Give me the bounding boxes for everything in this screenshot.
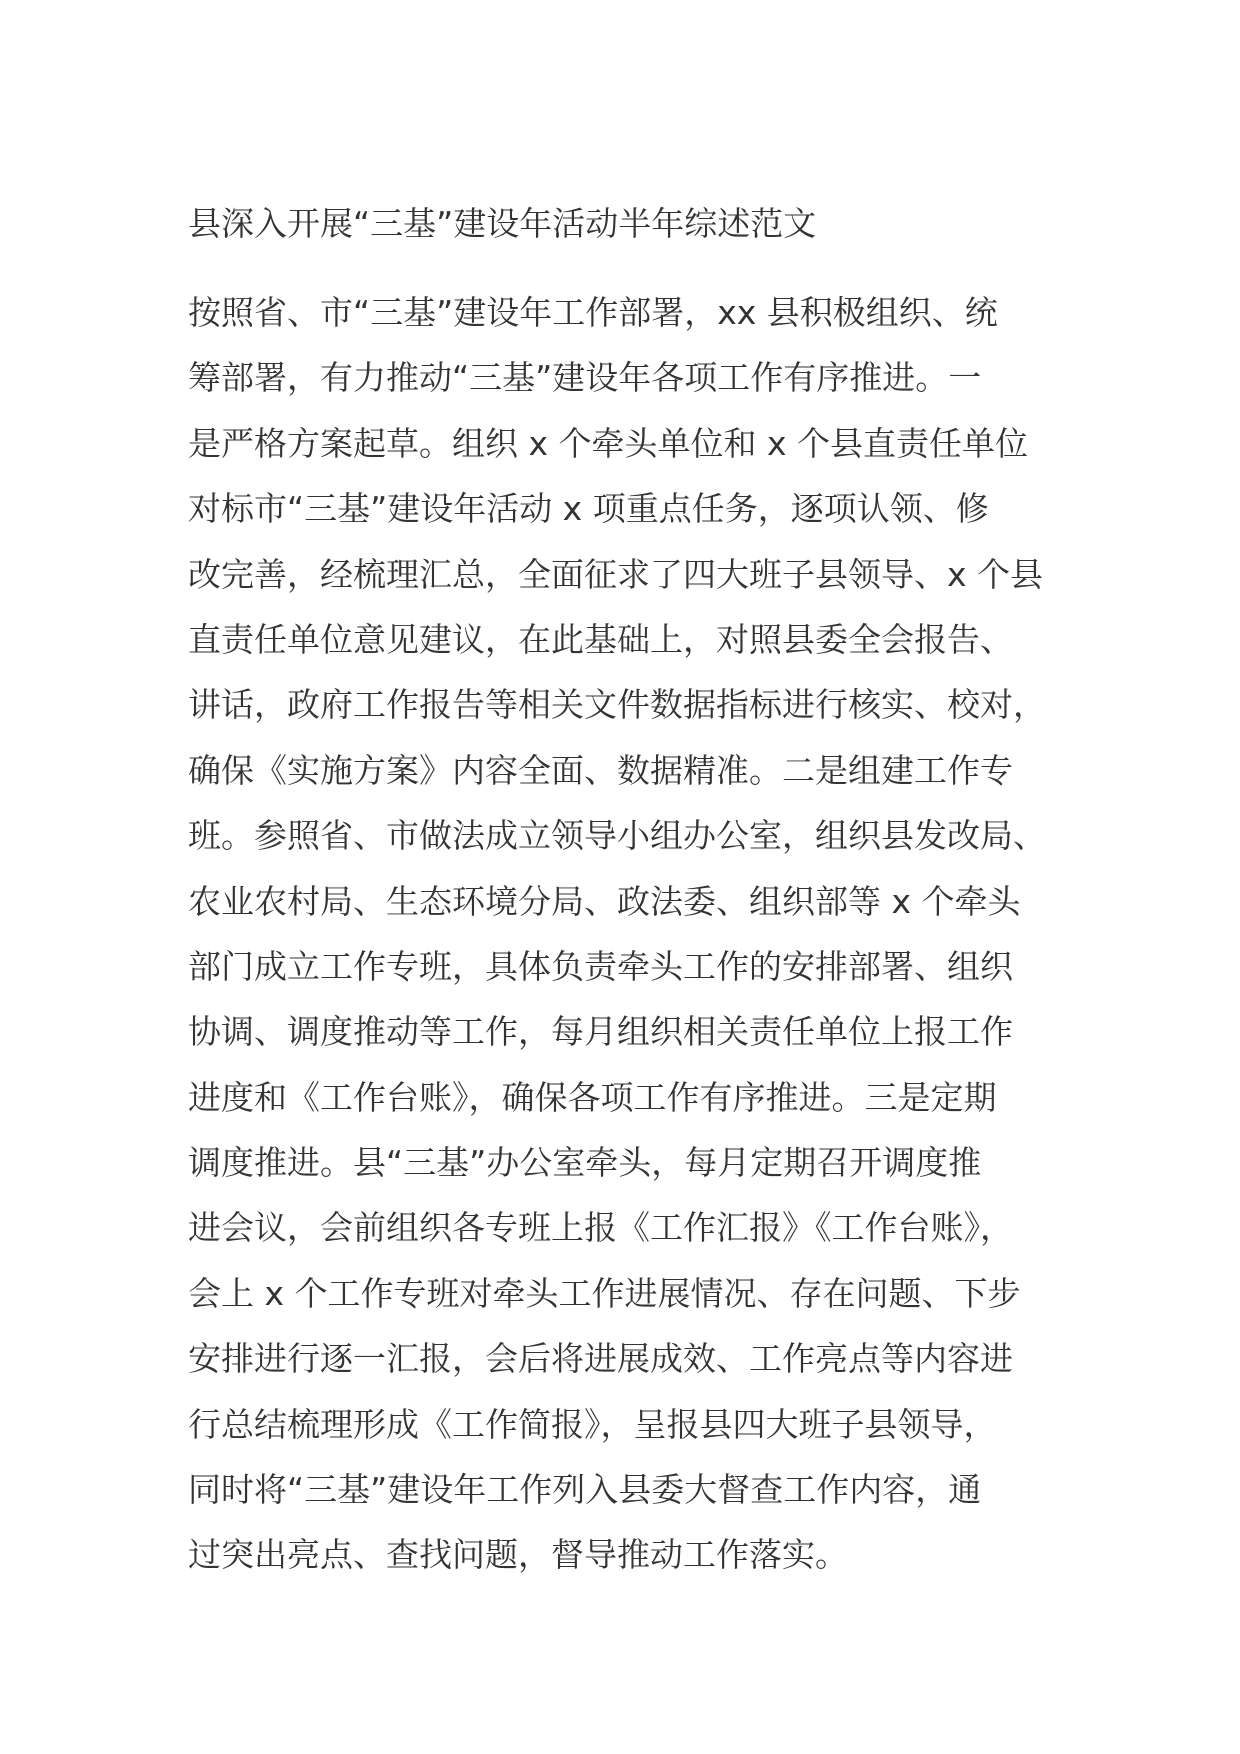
body-line: 农业农村局、生态环境分局、政法委、组织部等 x 个牵头 (188, 881, 1021, 921)
body-line: 直责任单位意见建议，在此基础上，对照县委全会报告、 (188, 619, 1013, 659)
body-line: 协调、调度推动等工作，每月组织相关责任单位上报工作 (188, 1012, 1013, 1052)
document-body (188, 280, 1088, 1588)
body-line: 筹部署，有力推动“三基”建设年各项工作有序推进。一 (188, 358, 982, 398)
body-line: 是严格方案起草。组织 x 个牵头单位和 x 个县直责任单位 (188, 423, 1029, 463)
body-line: 班。参照省、市做法成立领导小组办公室，组织县发改局、 (188, 816, 1046, 856)
body-line: 安排进行逐一汇报，会后将进展成效、工作亮点等内容进 (188, 1339, 1013, 1379)
body-line: 改完善，经梳理汇总，全面征求了四大班子县领导、x 个县 (188, 554, 1044, 594)
body-line: 进度和《工作台账》，确保各项工作有序推进。三是定期 (188, 1077, 997, 1117)
body-line: 对标市“三基”建设年活动 x 项重点任务，逐项认领、修 (188, 489, 989, 529)
body-line: 调度推进。县“三基”办公室牵头，每月定期召开调度推 (188, 1143, 982, 1183)
body-line: 讲话，政府工作报告等相关文件数据指标进行核实、校对， (188, 685, 1046, 725)
body-line: 会上 x 个工作专班对牵头工作进展情况、存在问题、下步 (188, 1273, 1021, 1313)
body-line: 过突出亮点、查找问题，督导推动工作落实。 (188, 1535, 848, 1575)
body-line: 部门成立工作专班，具体负责牵头工作的安排部署、组织 (188, 946, 1013, 986)
body-line: 确保《实施方案》内容全面、数据精准。二是组建工作专 (188, 750, 1013, 790)
document-title: 县深入开展“三基”建设年活动半年综述范文 (188, 204, 817, 243)
body-line: 行总结梳理形成《工作简报》，呈报县四大班子县领导， (188, 1404, 997, 1444)
body-line: 同时将“三基”建设年工作列入县委大督查工作内容，通 (188, 1470, 982, 1510)
body-line: 按照省、市“三基”建设年工作部署，xx 县积极组织、统 (188, 293, 998, 332)
body-line: 进会议，会前组织各专班上报《工作汇报》《工作台账》， (188, 1208, 1013, 1248)
